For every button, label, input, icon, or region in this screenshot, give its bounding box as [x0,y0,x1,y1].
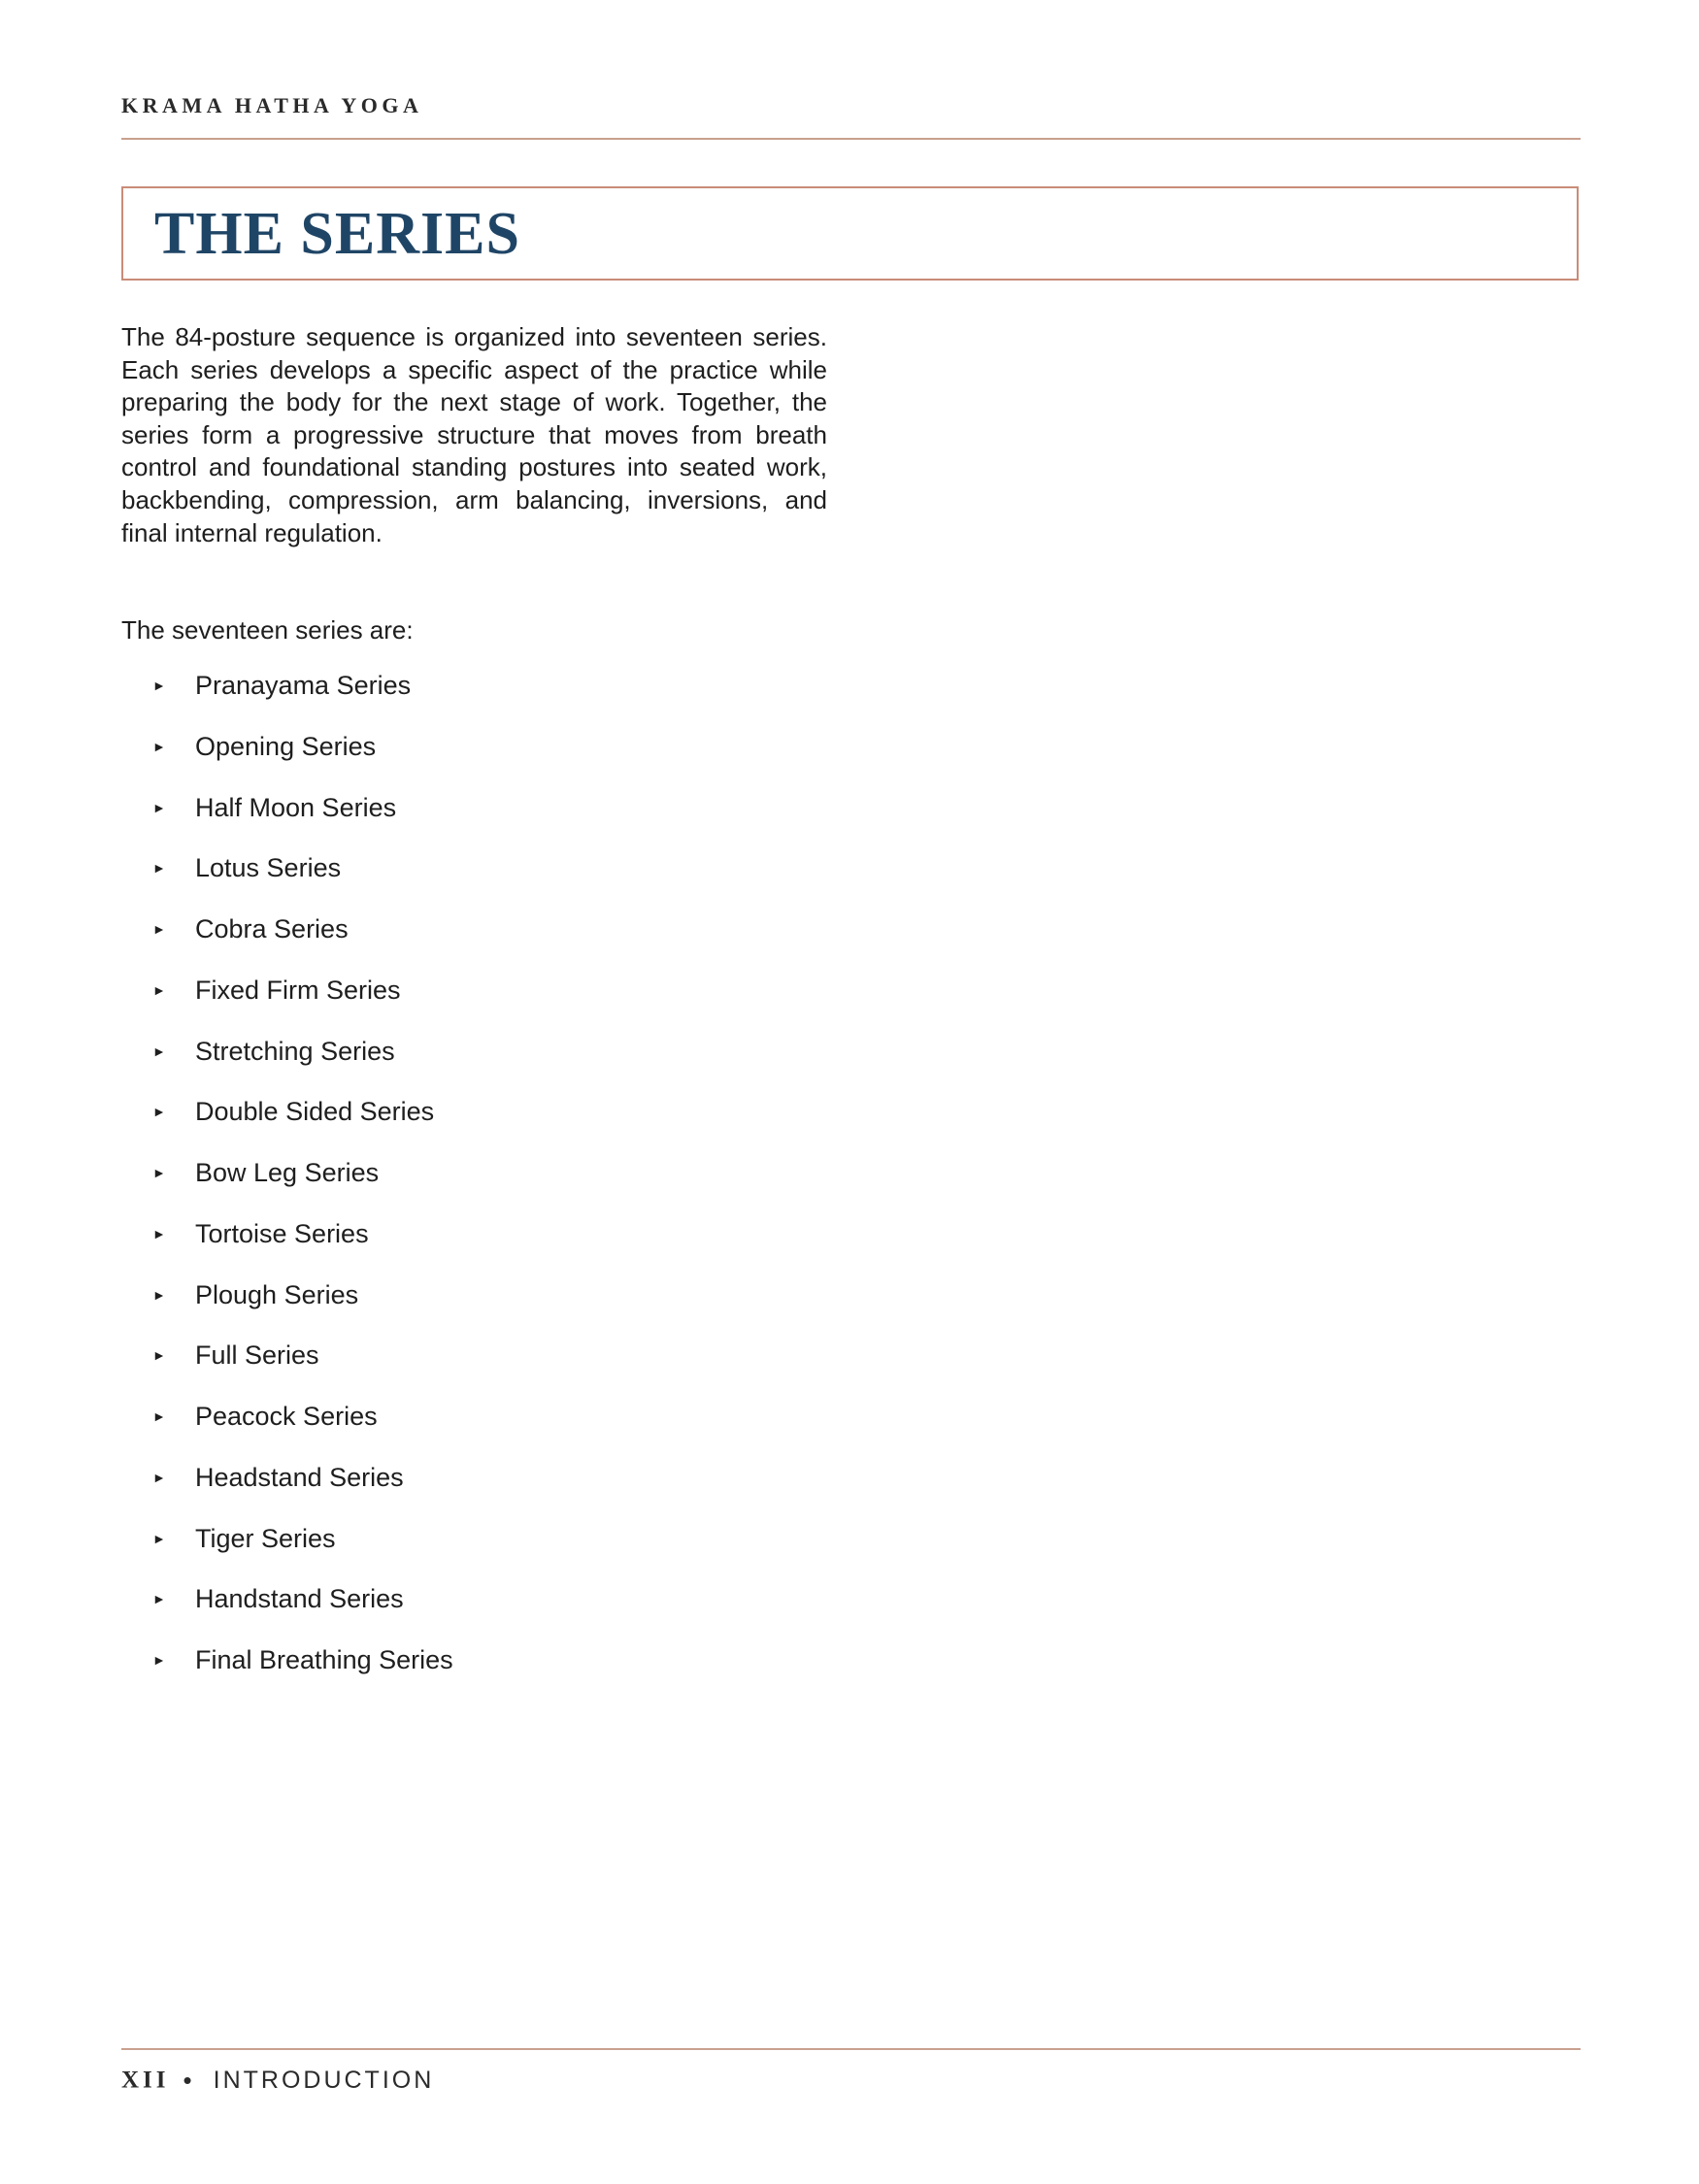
series-name: Lotus Series [195,853,342,883]
series-name: Half Moon Series [195,792,397,822]
bullet-icon: ► [152,921,166,937]
bullet-icon: ► [152,1347,166,1364]
bullet-icon: ► [152,1591,166,1607]
series-name: Headstand Series [195,1462,404,1492]
series-name: Handstand Series [195,1584,404,1614]
bullet-icon: ► [152,678,166,693]
footer-section-name: INTRODUCTION [213,2067,435,2094]
bullet-icon: ► [152,1104,166,1120]
bullet-icon: ► [152,1469,166,1485]
bullet-icon: ► [152,1165,166,1180]
bullet-icon: ► [152,1530,166,1546]
series-name: Pranayama Series [195,671,412,700]
series-name: Double Sided Series [195,1097,435,1127]
series-name: Stretching Series [195,1036,395,1066]
section-title: THE SERIES [154,201,521,267]
running-header: KRAMA HATHA YOGA [121,93,423,117]
bullet-icon: ► [152,1652,166,1668]
series-name: Peacock Series [195,1402,378,1431]
page-number: XII [121,2067,170,2094]
series-name: Full Series [195,1340,319,1371]
bullet-icon: ► [152,981,166,998]
series-name: Tiger Series [195,1523,336,1553]
footer-separator: • [183,2066,192,2095]
page-footer [121,2066,434,2104]
series-name: Cobra Series [195,914,349,943]
series-name: Plough Series [195,1279,359,1309]
bullet-icon: ► [152,1286,166,1303]
series-name: Opening Series [195,731,377,761]
intro-paragraph: The 84-posture sequence is organized into seventeen series. Each series develops a specific aspect of the practice while preparing the body for the next stage of work. Together, the series form a progressive structure that moves from breath control and foundational standing postures into seated work, backbending, compression, arm balancing, inversions, and final internal regulation. [121,322,827,547]
bullet-icon: ► [152,738,166,754]
section-title-box [121,186,1579,281]
bullet-icon: ► [152,860,166,877]
bullet-icon: ► [152,799,166,815]
bullet-icon: ► [152,1408,166,1424]
bullet-icon: ► [152,1042,166,1059]
header-divider [121,138,1581,140]
bullet-icon: ► [152,1225,166,1241]
list-intro: The seventeen series are: [121,615,414,645]
series-name: Tortoise Series [195,1218,369,1248]
series-name: Final Breathing Series [195,1645,453,1674]
series-name: Bow Leg Series [195,1158,380,1187]
footer-divider [121,2048,1581,2050]
series-name: Fixed Firm Series [195,975,401,1005]
